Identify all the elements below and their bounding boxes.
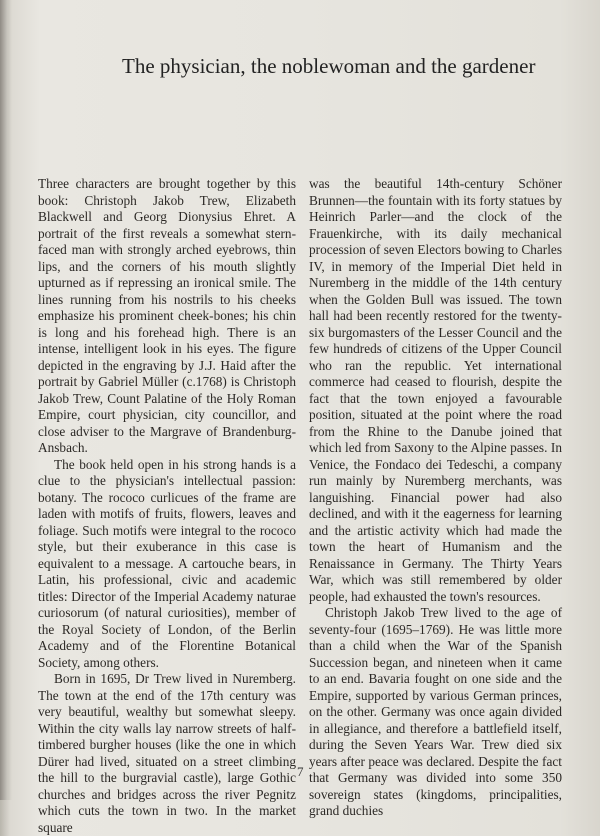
page-number: 7 xyxy=(297,764,304,779)
paragraph: The book held open in his strong hands is a clue to the physician's intellectual passion: botany. The rococo curlicues of the frame are laden with motifs of fruits, flowers, leaves and foliage. Such motifs were integral to the rococo style, but their exuberance in this case is equivalent to a message. A cartouche bears, in Latin, his professional, civic and academic titles: Director of the Imperial Academy naturae curiosorum (of natural curiosities), member of the Royal Society of London, of the Berlin Academy and of the Florentine Botanical Society, among others. xyxy=(38,456,296,670)
page-binding-shadow xyxy=(0,0,12,800)
left-text-column xyxy=(38,176,296,836)
paragraph: Christoph Jakob Trew lived to the age of seventy-four (1695–1769). He was little more than a child when the War of the Spanish Succession began, and nineteen when it came to an end. Bavaria fought on one side and the Empire, supported by various German princes, on the other. Germany was once again divided in allegiance, and therefore a battlefield itself, during the Seven Years War. Trew died six years after peace was declared. Despite the fact that Germany was divided into some 350 sovereign states (kingdoms, principalities, grand duchies xyxy=(309,605,562,818)
paragraph: Born in 1695, Dr Trew lived in Nuremberg. The town at the end of the 17th century was very beautiful, wealthy but somewhat sleepy. Within the city walls lay narrow streets of half-timbered burgher houses (like the one in which Dürer had lived, situated on a street climbing the hill to the burgravial castle), large Gothic churches and bridges across the river Pegnitz which cuts the town in two. In the market square xyxy=(38,671,296,835)
chapter-title: The physician, the noblewoman and the gardener xyxy=(122,54,536,78)
right-text-column xyxy=(309,176,562,820)
paragraph: was the beautiful 14th-century Schöner Brunnen—the fountain with its forty statues by Heinrich Parler—and the clock of the Frauenkirche, with its daily mechanical procession of seven Electors bowing to Charles IV, in memory of the Imperial Diet held in Nuremberg in the middle of the 14th century when the Golden Bull was issued. The town hall had been recently restored for the twenty-six burgomasters of the Lesser Council and the few hundreds of citizens of the Upper Council who ran the republic. Yet international commerce had ceased to flourish, despite the fact that the town enjoyed a favourable position, situated at the point where the road from the Rhine to the Danube joined that which led from Saxony to the Alpine passes. In Venice, the Fondaco dei Tedeschi, a company run mainly by Nuremberg merchants, was languishing. Financial power had also declined, and with it the eagerness for learning and the artistic activity which had made the town the heart of Humanism and the Renaissance in Germany. The Thirty Years War, which was still remembered by older people, had exhausted the town's resources. xyxy=(309,176,562,604)
paragraph: Three characters are brought together by this book: Christoph Jakob Trew, Elizabeth Blackwell and Georg Dionysius Ehret. A portrait of the first reveals a somewhat stern-faced man with strongly arched eyebrows, thin lips, and the corners of his mouth slightly upturned as if repressing an ironical smile. The lines running from his nostrils to his cheeks emphasize his prominent cheek-bones; his chin is long and his forehead high. There is an intense, intelligent look in his eyes. The figure depicted in the engraving by J.J. Haid after the portrait by Gabriel Müller (c.1768) is Christoph Jakob Trew, Count Palatine of the Holy Roman Empire, court physician, city councillor, and close adviser to the Margrave of Brandenburg-Ansbach. xyxy=(38,176,296,455)
